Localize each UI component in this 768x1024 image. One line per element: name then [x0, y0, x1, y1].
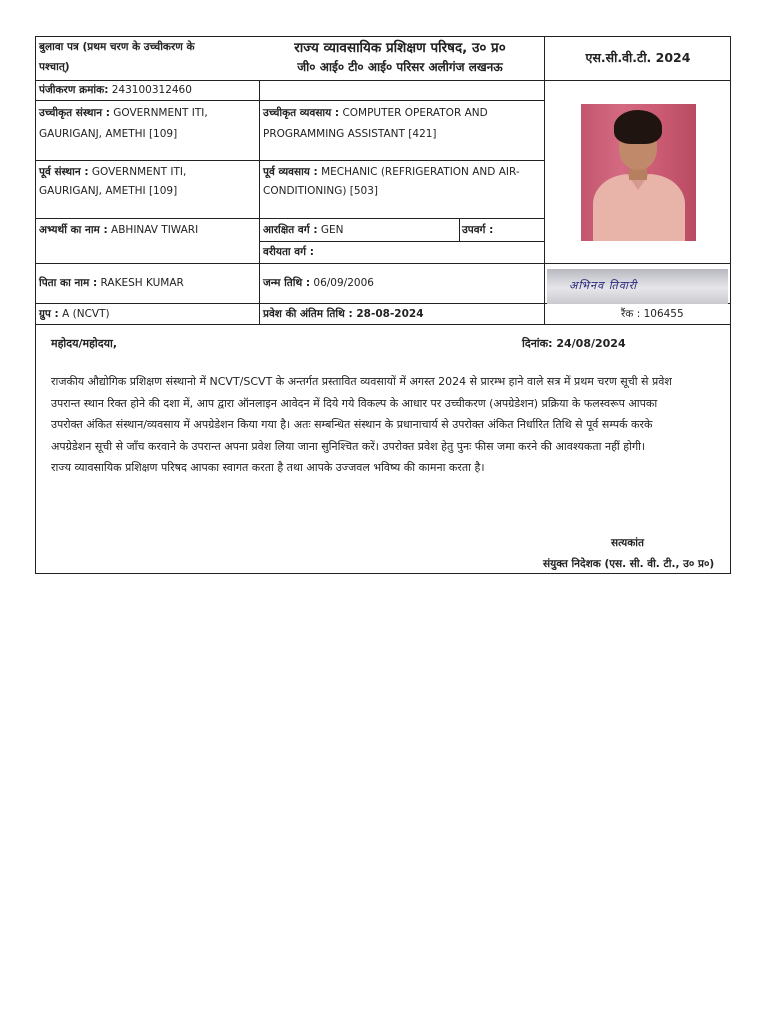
letter-body-line: राज्य व्यावसायिक प्रशिक्षण परिषद आपका स्वागत करता है तथा आपके उज्जवल भविष्य की कामना करता है।: [51, 461, 485, 474]
candidate-name-label: अभ्यर्थी का नाम :: [39, 224, 108, 236]
letter-type-line2: पश्चात्): [39, 61, 70, 73]
date-of-birth: [263, 273, 374, 293]
divider: [36, 218, 544, 219]
letter-date: [522, 334, 626, 354]
letter-type-line1: बुलावा पत्र (प्रथम चरण के उच्चीकरण के: [39, 41, 195, 53]
candidate-signature: [547, 269, 728, 304]
rank-label: रैंक :: [621, 308, 641, 320]
previous-trade: [263, 162, 520, 182]
last-date-value: 28-08-2024: [356, 308, 424, 320]
dob-label: जन्म तिथि :: [263, 277, 311, 289]
letter-body: [51, 371, 672, 479]
divider: [36, 324, 730, 325]
signatory-title: संयुक्त निदेशक (एस. सी. वी. टी., उ० प्र०): [543, 558, 715, 570]
previous-institute-line2: GAURIGANJ, AMETHI [109]: [39, 185, 178, 197]
registration-value: 243100312460: [111, 84, 192, 96]
previous-trade-value: MECHANIC (REFRIGERATION AND AIR-: [321, 166, 520, 178]
divider: [36, 160, 544, 161]
upgraded-trade: [263, 103, 488, 123]
previous-trade-label: पूर्व व्यवसाय :: [263, 166, 318, 178]
divider: [544, 37, 545, 324]
father-name-label: पिता का नाम :: [39, 277, 98, 289]
registration-row: [39, 80, 192, 100]
letter-body-line: उपरान्त स्थान रिक्त होने की दशा में, आप द्वारा ऑनलाइन आवेदन में दिये गये विकल्प के आधार पर उच्चीकरण (अपग्रेडेशन) प्रक्रिया के फलस्वरूप आपका: [51, 396, 658, 410]
group-value: A (NCVT): [62, 308, 110, 320]
previous-institute-label: पूर्व संस्थान :: [39, 166, 89, 178]
previous-institute: [39, 162, 186, 182]
letter-date-value: 24/08/2024: [556, 337, 626, 350]
invitation-letter: [35, 36, 731, 574]
letter-body-line: राजकीय औद्योगिक प्रशिक्षण संस्थानो में NCVT/SCVT के अन्तर्गत प्रस्तावित व्यवसायों में अगस्त 2024 से प्रारम्भ हाने वाले सत्र में प्रथम चरण सूची से प्रवेश: [51, 375, 672, 388]
divider: [36, 263, 730, 264]
upgraded-trade-label: उच्चीकृत व्यवसाय :: [263, 107, 340, 119]
rank: [621, 304, 684, 324]
letter-date-label: दिनांक:: [522, 337, 553, 350]
candidate-name-value: ABHINAV TIWARI: [111, 224, 199, 236]
previous-institute-value: GOVERNMENT ITI,: [91, 166, 187, 178]
photo-hair: [614, 110, 662, 144]
sub-category-label: उपवर्ग :: [462, 224, 494, 236]
preference-category-label: वरीयता वर्ग :: [263, 246, 314, 258]
upgraded-institute-label: उच्चीकृत संस्थान :: [39, 107, 110, 119]
letter-body-line: उपरोक्त अंकित संस्थान/व्यवसाय में अपग्रेडेशन किया गया है। अतः सम्बन्धित संस्थान के प्रधानाचार्य से उपरोक्त अंकित निर्धारित तिथि से पूर्व सम्पर्क करके: [51, 418, 653, 431]
signature-text: अभिनव तिवारी: [569, 279, 638, 292]
upgraded-institute-value: GOVERNMENT ITI,: [113, 107, 208, 119]
group: [39, 304, 110, 324]
group-label: ग्रुप :: [39, 308, 59, 320]
reserved-category-value: GEN: [320, 224, 344, 236]
upgraded-institute: [39, 103, 208, 123]
father-name-value: RAKESH KUMAR: [100, 277, 184, 289]
reserved-category-label: आरक्षित वर्ग :: [263, 224, 318, 236]
candidate-name: [39, 220, 198, 240]
org-name: राज्य व्यावसायिक प्रशिक्षण परिषद, उ० प्र०: [294, 40, 506, 56]
last-date-label: प्रवेश की अंतिम तिथि :: [263, 308, 353, 320]
upgraded-trade-value: COMPUTER OPERATOR AND: [342, 107, 488, 119]
rank-value: 106455: [643, 308, 684, 320]
last-admission-date: [263, 304, 424, 324]
previous-trade-line2: CONDITIONING) [503]: [263, 185, 379, 197]
candidate-photo: [581, 104, 696, 241]
program-year: एस.सी.वी.टी. 2024: [585, 50, 691, 65]
divider: [36, 100, 544, 101]
reserved-category: [263, 220, 344, 240]
dob-value: 06/09/2006: [313, 277, 374, 289]
upgraded-institute-line2: GAURIGANJ, AMETHI [109]: [39, 128, 178, 140]
letter-body-line: अपग्रेडेशन सूची से जाँच करवाने के उपरान्त अपना प्रवेश लिया जाना सुनिश्चित करें। उपरोक्त प्रवेश हेतु पुनः फीस जमा करने की आवश्यकता नहीं होगी।: [51, 439, 646, 453]
upgraded-trade-line2: PROGRAMMING ASSISTANT [421]: [263, 128, 437, 140]
salutation: महोदय/महोदया,: [51, 337, 118, 350]
registration-label: पंजीकरण क्रमांक:: [39, 84, 109, 96]
divider: [459, 218, 460, 241]
father-name: [39, 273, 184, 293]
divider: [259, 80, 260, 324]
signatory-name: सत्यकांत: [611, 537, 645, 549]
org-address: जी० आई० टी० आई० परिसर अलीगंज लखनऊ: [297, 60, 503, 74]
